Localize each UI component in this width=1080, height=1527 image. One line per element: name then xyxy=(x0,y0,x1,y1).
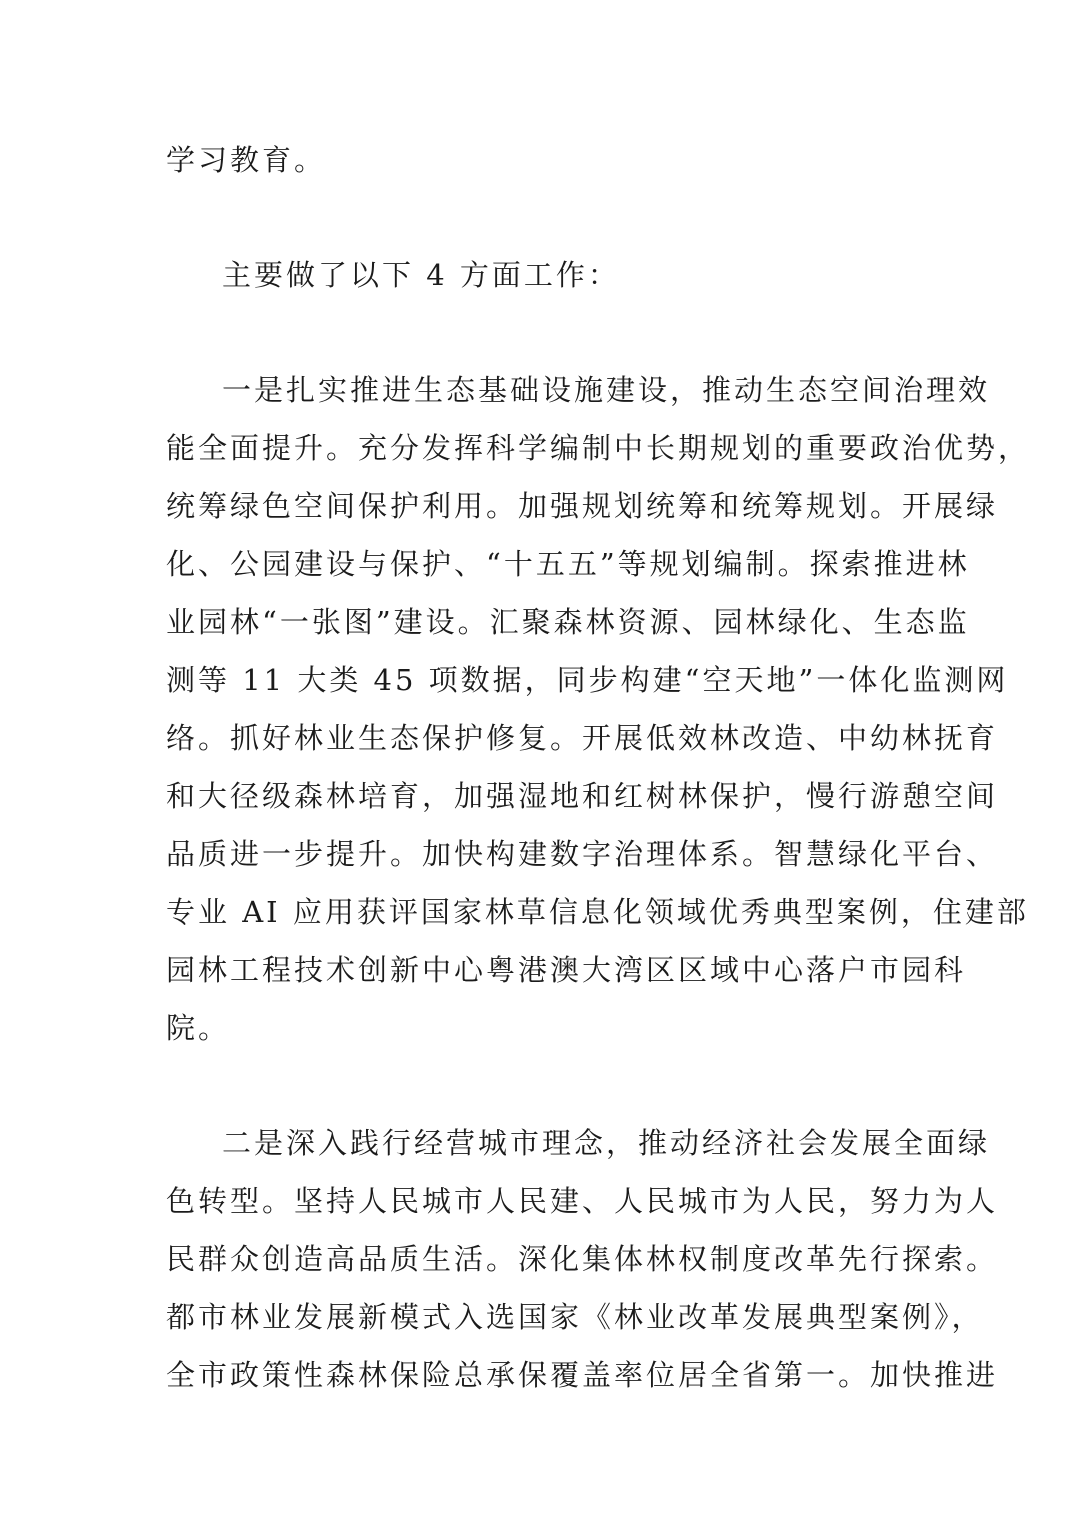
paragraph-line: 园林工程技术创新中心粤港澳大湾区区域中心落户市园科 xyxy=(166,953,967,987)
paragraph-line: 二是深入践行经营城市理念，推动经济社会发展全面绿 xyxy=(222,1126,991,1160)
paragraph-line: 全市政策性森林保险总承保覆盖率位居全省第一。加快推进 xyxy=(166,1358,999,1392)
paragraph-line: 院。 xyxy=(166,1011,231,1045)
paragraph-line: 民群众创造高品质生活。深化集体林权制度改革先行探索。 xyxy=(166,1242,999,1276)
paragraph-line: 一是扎实推进生态基础设施建设，推动生态空间治理效 xyxy=(222,373,991,407)
summary-line: 主要做了以下 4 方面工作： xyxy=(222,258,620,292)
intro-tail-line: 学习教育。 xyxy=(166,143,327,177)
paragraph-line: 专业 AI 应用获评国家林草信息化领域优秀典型案例，住建部 xyxy=(166,895,1029,929)
paragraph-line: 测等 11 大类 45 项数据，同步构建“空天地”一体化监测网 xyxy=(166,663,1009,697)
paragraph-line: 业园林“一张图”建设。汇聚森林资源、园林绿化、生态监 xyxy=(166,605,970,639)
paragraph-line: 能全面提升。充分发挥科学编制中长期规划的重要政治优势， xyxy=(166,431,1031,465)
paragraph-line: 品质进一步提升。加快构建数字治理体系。智慧绿化平台、 xyxy=(166,837,999,871)
paragraph-line: 化、公园建设与保护、“十五五”等规划编制。探索推进林 xyxy=(166,547,970,581)
paragraph-line: 络。抓好林业生态保护修复。开展低效林改造、中幼林抚育 xyxy=(166,721,999,755)
paragraph-line: 都市林业发展新模式入选国家《林业改革发展典型案例》， xyxy=(166,1300,984,1334)
paragraph-line: 统筹绿色空间保护利用。加强规划统筹和统筹规划。开展绿 xyxy=(166,489,999,523)
paragraph-line: 色转型。坚持人民城市人民建、人民城市为人民，努力为人 xyxy=(166,1184,999,1218)
paragraph-line: 和大径级森林培育，加强湿地和红树林保护，慢行游憩空间 xyxy=(166,779,999,813)
